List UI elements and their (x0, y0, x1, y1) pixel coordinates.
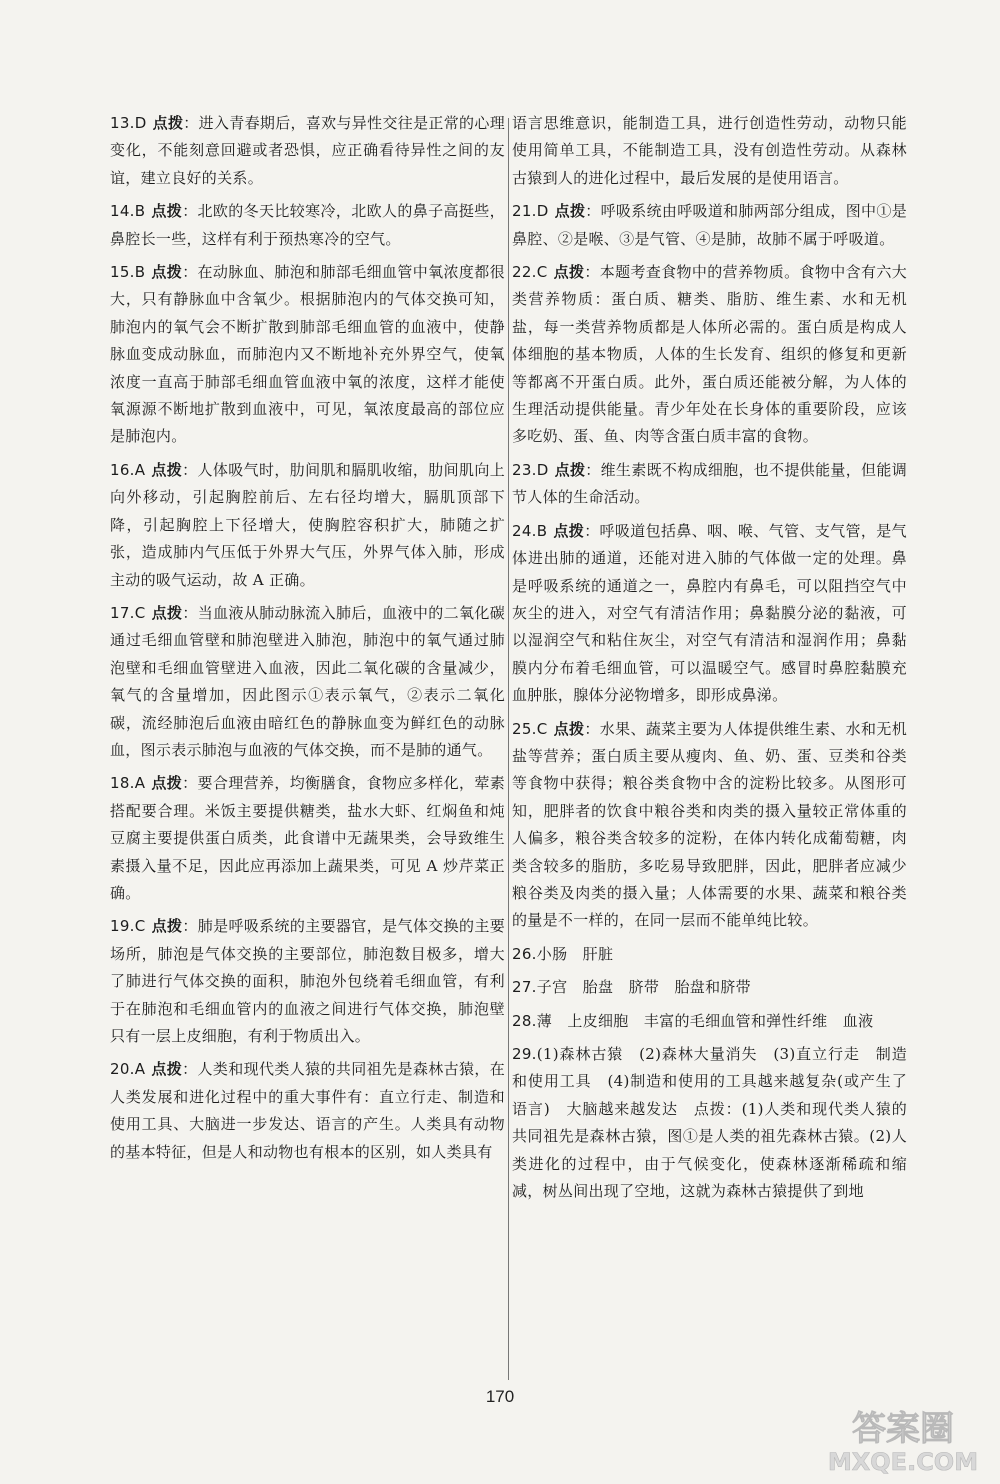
hint-label: 点拨 (553, 521, 585, 540)
answer-entry (512, 1008, 907, 1035)
answer-number: 23.D (512, 460, 549, 479)
answer-entry (512, 941, 907, 968)
answer-number: 13.D (110, 114, 147, 132)
answer-text: ：进入青春期后，喜欢与异性交往是正常的心理变化，不能刻意回避或者恐惧，应正确看待异性之间的友谊，建立良好的关系。 (110, 114, 505, 187)
answer-entry (512, 259, 907, 451)
answer-entry (110, 110, 505, 192)
page-number: 170 (485, 1387, 515, 1406)
answer-text: ：北欧的冬天比较寒冷，北欧人的鼻子高挺些，鼻腔长一些，这样有利于预热寒冷的空气。 (110, 202, 505, 248)
answer-text: ：呼吸系统由呼吸道和肺两部分组成，图中①是鼻腔、②是喉、③是气管、④是肺，故肺不属于呼吸道。 (512, 202, 907, 248)
answer-number: 14.B (110, 202, 146, 221)
watermark-text-url: MXQE.COM (827, 1448, 979, 1476)
hint-label: 点拨 (554, 202, 586, 221)
answer-number: 19.C (110, 917, 146, 936)
answer-number: 26. (512, 944, 537, 963)
answer-entry (110, 913, 505, 1050)
hint-label: 点拨 (152, 114, 184, 132)
answer-number: 24.B (512, 521, 548, 540)
answer-text: ：人体吸气时，肋间肌和膈肌收缩，肋间肌向上向外移动，引起胸腔前后、左右径均增大，膈肌顶部下降，引起胸腔上下径增大，使胸腔容积扩大，肺随之扩张，造成肺内气压低于外界大气压，外界气体入肺，形成主动的吸气运动，故 A 正确。 (110, 460, 505, 589)
watermark-text-cn: 答案圈 (852, 1409, 954, 1449)
answer-entry (512, 110, 907, 192)
answer-text: ：呼吸道包括鼻、咽、喉、气管、支气管，是气体进出肺的通道，还能对进入肺的气体做一定的处理。鼻是呼吸系统的通道之一，鼻腔内有鼻毛，可以阻挡空气中灰尘的进入，对空气有清洁作用；鼻黏膜分泌的黏液，可以湿润空气和粘住灰尘，对空气有清洁和湿润作用；鼻黏膜内分布着毛细血管，可以温暖空气。感冒时鼻腔黏膜充血肿胀，腺体分泌物增多，即形成鼻涕。 (512, 521, 907, 705)
answer-number: 21.D (512, 202, 549, 221)
answer-entry (512, 1041, 907, 1205)
answer-text: (1)森林古猿 (2)森林大量消失 (3)直立行走 制造和使用工具 (4)制造和使用的工具越来越复杂(或产生了语言) 大脑越来越发达 点拨：(1)人类和现代类人猿的共同祖先是森林古猿，图①是人类的祖先森林古猿。(2)人类进化的过程中，由于气候变化，使森林逐渐稀疏和缩减，树丛间出现了空地，这就为森林古猿提供了到地 (512, 1045, 907, 1201)
answer-entry (512, 518, 907, 710)
answer-number: 20.A (110, 1060, 146, 1079)
left-column (110, 110, 505, 1172)
hint-label: 点拨 (151, 1060, 183, 1079)
answer-number: 16.A (110, 460, 146, 479)
answer-number: 25.C (512, 719, 548, 738)
answer-number: 22.C (512, 263, 548, 282)
answer-text: ：要合理营养，均衡膳食，食物应多样化，荤素搭配要合理。米饭主要提供糖类，盐水大虾、红焖鱼和炖豆腐主要提供蛋白质类，此食谱中无蔬果类，会导致维生素摄入量不足，因此应再添加上蔬果类，可见 A 炒芹菜正确。 (110, 774, 505, 902)
answer-number: 29. (512, 1045, 537, 1063)
hint-label: 点拨 (553, 719, 585, 738)
answer-entry (512, 198, 907, 253)
hint-label: 点拨 (554, 460, 586, 479)
answer-entry (512, 457, 907, 512)
hint-label: 点拨 (553, 263, 585, 282)
hint-label: 点拨 (151, 917, 183, 936)
right-column (512, 110, 907, 1211)
answer-text: ：肺是呼吸系统的主要器官，是气体交换的主要场所，肺泡是气体交换的主要部位，肺泡数目极多，增大了肺进行气体交换的面积，肺泡外包绕着毛细血管，有利于在肺泡和毛细血管内的血液之间进行气体交换，肺泡壁只有一层上皮细胞，有利于物质出入。 (110, 917, 505, 1045)
answer-entry (512, 974, 907, 1001)
answer-entry (512, 716, 907, 935)
answer-number: 18.A (110, 774, 146, 793)
answer-text: ：水果、蔬菜主要为人体提供维生素、水和无机盐等营养；蛋白质主要从瘦肉、鱼、奶、蛋、豆类和谷类等食物中获得；粮谷类食物中含的淀粉比较多。从图形可知，肥胖者的饮食中粮谷类和肉类的摄入量较正常体重的人偏多，粮谷类含较多的淀粉，在体内转化成葡萄糖，肉类含较多的脂肪，多吃易导致肥胖，因此，肥胖者应减少粮谷类及肉类的摄入量；人体需要的水果、蔬菜和粮谷类的量是不一样的，在同一层而不能单纯比较。 (512, 719, 907, 930)
hint-label: 点拨 (151, 603, 183, 622)
answer-text: ：在动脉血、肺泡和肺部毛细血管中氧浓度都很大，只有静脉血中含氧少。根据肺泡内的气体交换可知，肺泡内的氧气会不断扩散到肺部毛细血管的血液中，使静脉血变成动脉血，而肺泡内又不断地补充外界空气，使氧浓度一直高于肺部毛细血管血液中氧的浓度，这样才能使氧源源不断地扩散到血液中，可见，氧浓度最高的部位应是肺泡内。 (110, 263, 505, 446)
answer-text: 薄 上皮细胞 丰富的毛细血管和弹性纤维 血液 (536, 1011, 874, 1030)
hint-label: 点拨 (151, 774, 183, 793)
answer-text: 语言思维意识，能制造工具，进行创造性劳动，动物只能使用简单工具，不能制造工具，没有创造性劳动。从森林古猿到人的进化过程中，最后发展的是使用语言。 (512, 114, 907, 187)
watermark-logo (818, 1400, 988, 1478)
column-divider (508, 118, 509, 1380)
answer-entry (110, 457, 505, 594)
answer-number: 17.C (110, 603, 146, 622)
answer-text: 子宫 胎盘 脐带 胎盘和脐带 (536, 978, 751, 997)
answer-text: ：当血液从肺动脉流入肺后，血液中的二氧化碳通过毛细血管壁和肺泡壁进入肺泡，肺泡中的氧气通过肺泡壁和毛细血管壁进入血液，因此二氧化碳的含量减少，氧气的含量增加，因此图示①表示氧气，②表示二氧化碳，流经肺泡后血液由暗红色的静脉血变为鲜红色的动脉血，图示表示肺泡与血液的气体交换，而不是肺的通气。 (110, 603, 505, 759)
hint-label: 点拨 (151, 202, 183, 221)
answer-entry (110, 1056, 505, 1166)
answer-entry (110, 198, 505, 253)
answer-entry (110, 600, 505, 764)
answer-text: ：维生素既不构成细胞，也不提供能量，但能调节人体的生命活动。 (512, 460, 907, 507)
answer-text: ：人类和现代类人猿的共同祖先是森林古猿，在人类发展和进化过程中的重大事件有：直立行走、制造和使用工具、大脑进一步发达、语言的产生。人类具有动物的基本特征，但是人和动物也有根本的区别，如人类具有 (110, 1060, 505, 1161)
answer-number: 27. (512, 978, 537, 997)
answer-entry (110, 770, 505, 907)
answer-entry (110, 259, 505, 451)
hint-label: 点拨 (151, 263, 183, 282)
answer-text: 小肠 肝脏 (536, 944, 614, 963)
hint-label: 点拨 (151, 460, 183, 479)
answer-text: ：本题考查食物中的营养物质。食物中含有六大类营养物质：蛋白质、糖类、脂肪、维生素、水和无机盐，每一类营养物质都是人体所必需的。蛋白质是构成人体细胞的基本物质，人体的生长发育、组织的修复和更新等都离不开蛋白质。此外，蛋白质还能被分解，为人体的生理活动提供能量。青少年处在长身体的重要阶段，应该多吃奶、蛋、鱼、肉等含蛋白质丰富的食物。 (512, 263, 907, 446)
answer-number: 15.B (110, 263, 146, 282)
answer-number: 28. (512, 1011, 537, 1030)
